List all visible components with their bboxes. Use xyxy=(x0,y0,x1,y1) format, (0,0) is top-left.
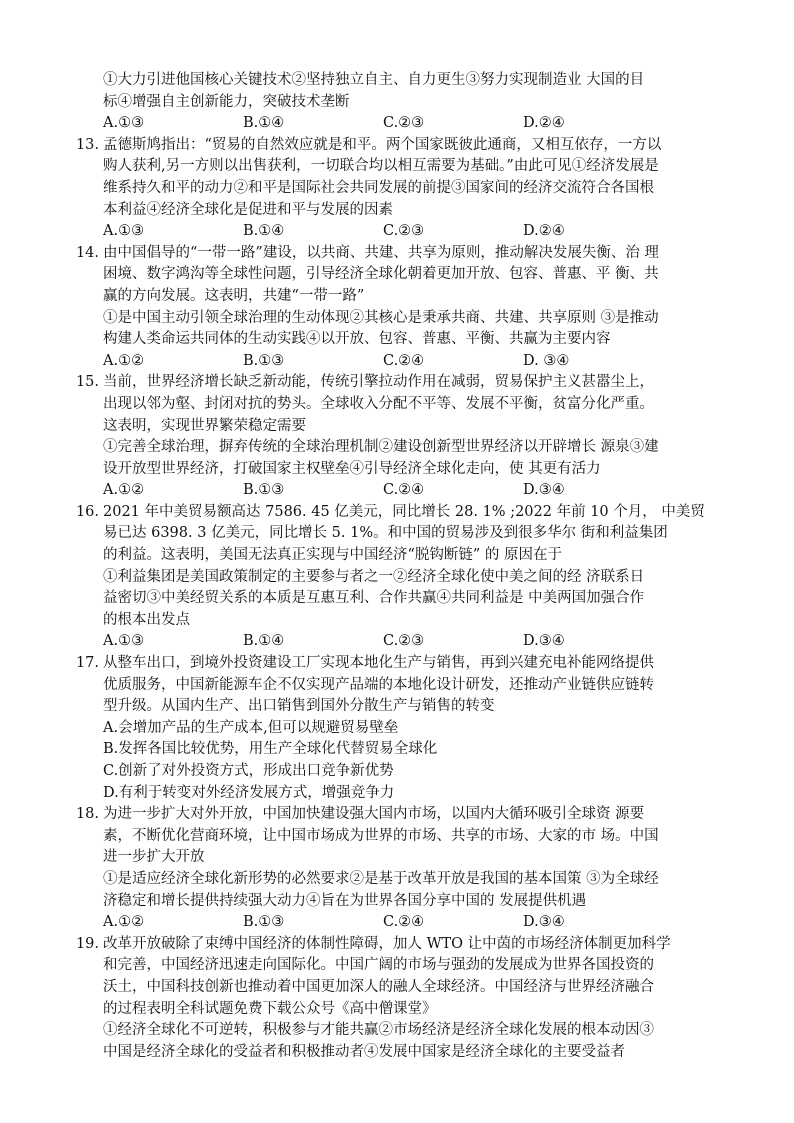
option-d: D.③④ xyxy=(523,914,565,931)
question-text-line: 型升级。从国内生产、出口销售到国外分散生产与销售的转变 xyxy=(103,698,495,715)
option-a: A.①③ xyxy=(103,633,145,650)
question-text-line: 的根本出发点 xyxy=(103,611,190,628)
answer-options xyxy=(103,631,723,653)
question-14 xyxy=(75,243,723,373)
question-text-line: 出现以邻为壑、封闭对抗的势头。全球收入分配不平等、发展不平衡，贫富分化严重。 xyxy=(103,395,654,412)
option-d: D. ③④ xyxy=(523,352,570,369)
option-b: B.①④ xyxy=(243,633,285,650)
question-number: 14. xyxy=(75,244,99,261)
question-text-line: ①是适应经济全球化新形势的必然要求②是基于改革开放是我国的基本国策 ③为全球经 xyxy=(103,870,659,887)
question-text-line: 赢的方向发展。这表明，共建“一带一路” xyxy=(103,287,365,304)
question-text-line: 为进一步扩大对外开放，中国加快建设强大国内市场，以国内大循环吸引全球资 源要 xyxy=(103,806,645,823)
question-number: 18. xyxy=(75,806,99,823)
question-text-line: 设开放型世界经济，打破国家主权壁垒④引导经济全球化走向，使 其更有活力 xyxy=(103,460,601,477)
option-b: B.发挥各国比较优势，用生产全球化代替贸易全球化 xyxy=(103,741,438,758)
option-d: D.③④ xyxy=(523,633,565,650)
option-b: B.①③ xyxy=(243,914,285,931)
option-c: C.②③ xyxy=(383,223,425,240)
option-d: D.②④ xyxy=(523,115,565,132)
question-18 xyxy=(75,804,723,934)
answer-options xyxy=(103,221,723,243)
question-text-line: 素，不断优化营商环境，让中国市场成为世界的市场、共享的市场、大家的市 场。中国 xyxy=(103,827,659,844)
question-text-line: 当前，世界经济增长缺乏新动能，传统引擎拉动作用在减弱，贸易保护主义甚嚣尘上， xyxy=(103,374,654,391)
option-a: A.①② xyxy=(103,352,145,369)
question-text-line: 济稳定和增长提供持续强大动力④旨在为世界各国分享中国的 发展提供机遇 xyxy=(103,892,587,909)
question-text-line: 中国是经济全球化的受益者和积极推动者④发展中国家是经济全球化的主要受益者 xyxy=(103,1043,625,1060)
option-b: B.①③ xyxy=(243,352,285,369)
question-number: 19. xyxy=(75,935,99,952)
question-text-line: 优质服务，中国新能源车企不仅实现产品端的本地化设计研发，还推动产业链供应链转 xyxy=(103,676,654,693)
option-a: A.会增加产品的生产成本,但可以规避贸易壁垒 xyxy=(103,719,399,736)
question-text-line: 2021 年中美贸易额高达 7586. 45 亿美元，同比增长 28. 1% ;2022 年前 10 个月， 中美贸 xyxy=(103,503,705,520)
question-text-line: 这表明，实现世界繁荣稳定需要 xyxy=(103,417,306,434)
answer-options xyxy=(103,113,723,135)
option-d: D.③④ xyxy=(523,482,565,499)
question-text-line: 从整车出口，到境外投资建设工厂实现本地化生产与销售，再到兴建充电补能网络提供 xyxy=(103,655,654,672)
option-a: A.①② xyxy=(103,914,145,931)
question-17 xyxy=(75,653,723,804)
option-c: C.②③ xyxy=(383,115,425,132)
question-text-line: 易已达 6398. 3 亿美元，同比增长 5. 1%。和中国的贸易涉及到很多华尔 街和利益集团 xyxy=(103,525,668,542)
answer-options xyxy=(103,480,723,502)
option-c: C.②④ xyxy=(383,914,425,931)
question-19 xyxy=(75,934,723,1064)
question-text-line: 本利益④经济全球化是促进和平与发展的因素 xyxy=(103,201,393,218)
question-text-line: 改革开放破除了束缚中国经济的体制性障碍，加人 WTO 让中茵的市场经济体制更加科学 xyxy=(103,935,671,952)
option-a: A.①③ xyxy=(103,115,145,132)
question-text-line: 购人获利,另一方则以出售获利，一切联合均以相互需要为基础。”由此可见①经济发展是 xyxy=(103,158,659,175)
question-text-line: 和完善，中国经济迅速走向国际化。中国广阔的市场与强劲的发展成为世界各国投资的 xyxy=(103,957,654,974)
question-text-line: 标④增强自主创新能力，突破技术垄断 xyxy=(103,93,350,110)
option-c: C.②④ xyxy=(383,352,425,369)
option-c: C.②④ xyxy=(383,482,425,499)
question-text-line: ①大力引进他国核心关键技术②坚持独立自主、自力更生③努力实现制造业 大国的目 xyxy=(103,72,645,88)
answer-options xyxy=(103,351,723,373)
question-13 xyxy=(75,135,723,243)
question-12-tail xyxy=(103,70,723,135)
option-a: A.①③ xyxy=(103,223,145,240)
option-c: C.②③ xyxy=(383,633,425,650)
option-a: A.①② xyxy=(103,482,145,499)
option-d: D.有利于转变对外经济发展方式，增强竞争力 xyxy=(103,784,395,801)
question-text-line: 由中国倡导的“一带一路”建设，以共商、共建、共享为原则，推动解决发展失衡、治 理 xyxy=(103,244,659,261)
question-16 xyxy=(75,502,723,653)
question-text-line: 沃土，中国科技创新也推动着中国更加深人的融人全球经济。中国经济与世界经济融合 xyxy=(103,978,654,995)
question-text-line: ①完善全球治理，摒弃传统的全球治理机制②建设创新型世界经济以开辟增长 源泉③建 xyxy=(103,439,659,456)
question-number: 17. xyxy=(75,655,99,672)
question-text-line: 困境、数字鸿沟等全球性问题，引导经济全球化朝着更加开放、包容、普惠、平 衡、共 xyxy=(103,266,659,283)
question-text-line: 进一步扩大开放 xyxy=(103,849,205,866)
question-text-line: ①是中国主动引领全球治理的生动体现②其核心是秉承共商、共建、共享原则 ③是推动 xyxy=(103,309,659,326)
option-b: B.①④ xyxy=(243,115,285,132)
option-c: C.创新了对外投资方式，形成出口竞争新优势 xyxy=(103,763,394,779)
question-number: 16. xyxy=(75,503,99,520)
question-text-line: ①经济全球化不可逆转，积极参与才能共赢②市场经济是经济全球化发展的根本动因③ xyxy=(103,1022,654,1039)
option-b: B.①④ xyxy=(243,223,285,240)
question-number: 13. xyxy=(75,136,99,153)
question-text-line: ①利益集团是美国政策制定的主要参与者之一②经济全球化使中美之间的经 济联系日 xyxy=(103,568,645,585)
question-text-line: 的利益。这表明，美国无法真正实现与中国经济“脱钩断链” 的 原因在于 xyxy=(103,547,563,564)
option-d: D.②④ xyxy=(523,223,565,240)
option-b: B.①③ xyxy=(243,482,285,499)
question-text-line: 孟德斯鸠指出：“贸易的自然效应就是和平。两个国家既彼此通商，又相互依存，一方以 xyxy=(103,136,662,153)
question-15 xyxy=(75,372,723,502)
question-text-line: 的过程表明全科试题免费下载公众号《高中僧课堂》 xyxy=(103,1000,437,1017)
answer-options xyxy=(103,912,723,934)
question-list xyxy=(75,70,723,1063)
question-text-line: 构建人类命运共同体的生动实践④以开放、包容、普惠、平衡、共赢为主要内容 xyxy=(103,331,611,348)
question-text-line: 维系持久和平的动力②和平是国际社会共同发展的前提③国家间的经济交流符合各国根 xyxy=(103,179,654,196)
question-text-line: 益密切③中美经贸关系的本质是互惠互利、合作共赢④共同利益是 中美两国加强合作 xyxy=(103,590,645,607)
question-number: 15. xyxy=(75,374,99,391)
